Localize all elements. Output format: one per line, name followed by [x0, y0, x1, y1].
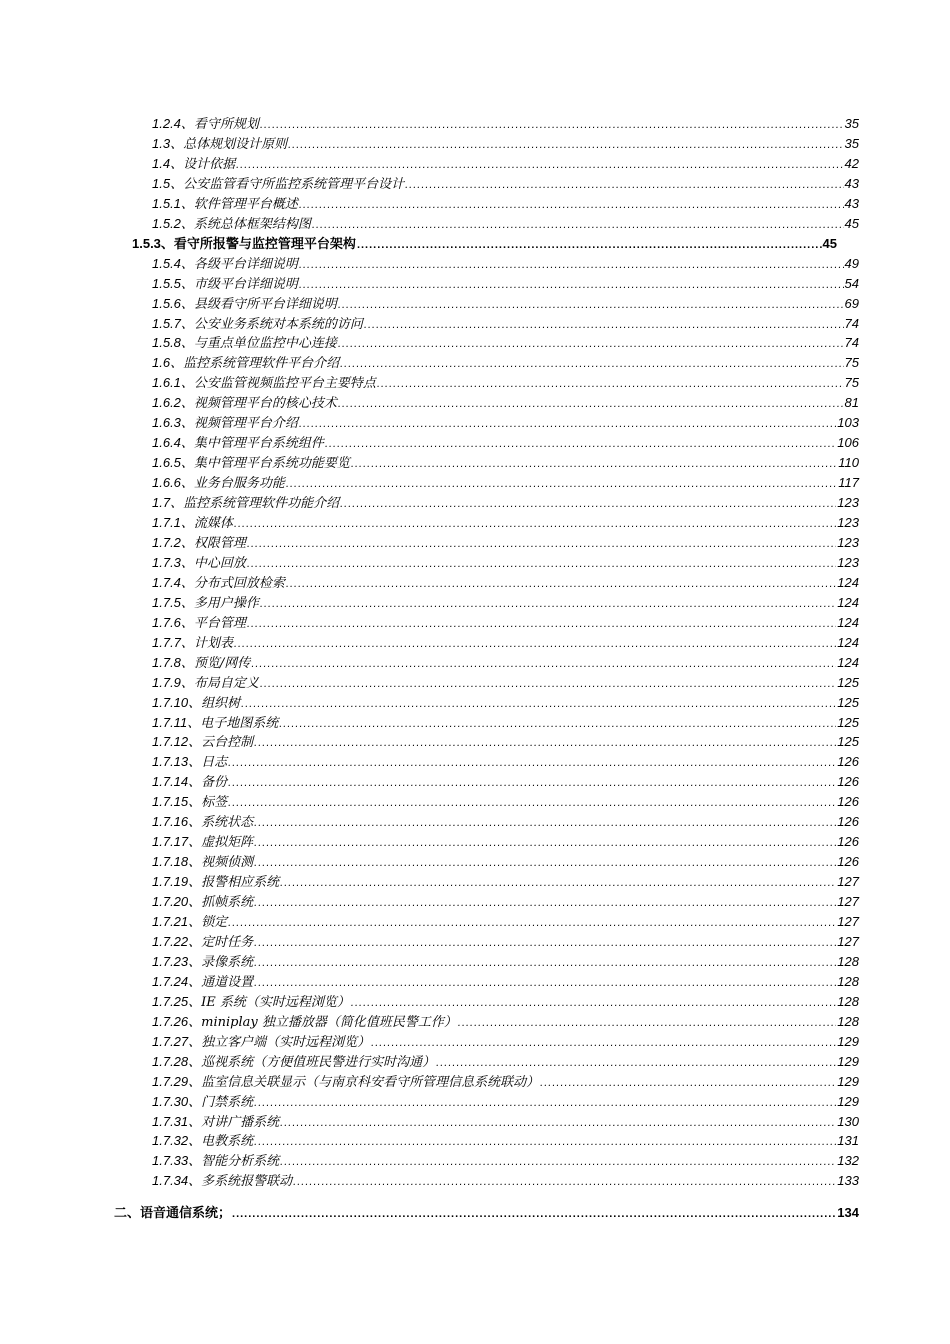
- toc-entry-number: 1.7.21: [152, 914, 189, 929]
- toc-dot-leader: [260, 594, 836, 614]
- toc-entry-number: 1.7.8: [152, 654, 181, 670]
- toc-entry[interactable]: [152, 553, 859, 573]
- toc-entry[interactable]: [152, 972, 859, 992]
- toc-dot-leader: [254, 813, 836, 833]
- toc-entry[interactable]: [152, 892, 859, 912]
- toc-dot-leader: [234, 514, 836, 534]
- toc-entry-number: 1.6.5: [152, 455, 181, 471]
- toc-entry-page-number: 127: [837, 874, 859, 890]
- toc-entry-page-number: 110: [838, 455, 859, 471]
- toc-dot-leader: [351, 993, 836, 1013]
- toc-entry-title: 、看守所规划: [180, 117, 259, 132]
- toc-entry[interactable]: [152, 134, 859, 154]
- toc-entry-number: 1.6.4: [152, 435, 181, 451]
- toc-entry-number: 1.7.24: [152, 973, 189, 989]
- toc-entry-number: 1.7.5: [152, 594, 181, 610]
- toc-dot-leader: [288, 135, 843, 155]
- toc-entry-title: 、电子地图系统: [187, 715, 279, 731]
- toc-entry[interactable]: [152, 912, 859, 932]
- toc-dot-leader: [254, 893, 836, 913]
- toc-entry-page-number: 129: [837, 1093, 859, 1109]
- toc-entry-number: 1.5.3: [132, 235, 161, 251]
- toc-entry-page-number: 42: [844, 155, 859, 171]
- toc-dot-leader: [299, 195, 844, 215]
- toc-entry-number: 1.7.11: [152, 714, 188, 730]
- toc-entry[interactable]: [152, 1151, 859, 1171]
- toc-dot-leader: [247, 534, 836, 554]
- toc-entry[interactable]: [152, 932, 859, 952]
- toc-entry[interactable]: [152, 513, 859, 533]
- toc-dot-leader: [280, 1113, 836, 1133]
- toc-dot-leader: [247, 614, 836, 634]
- toc-entry[interactable]: [152, 214, 859, 234]
- toc-entry[interactable]: [152, 1131, 859, 1151]
- toc-dot-leader: [241, 694, 836, 714]
- toc-entry-number: 1.7.34: [152, 1173, 189, 1189]
- toc-entry-number: 1.5.6: [152, 295, 181, 311]
- toc-entry[interactable]: [152, 333, 859, 353]
- toc-entry-page-number: 126: [837, 794, 859, 810]
- toc-entry-page-number: 54: [844, 275, 859, 291]
- toc-entry-number: 1.7.32: [152, 1133, 189, 1149]
- toc-entry-title: 、布局自定义: [180, 675, 259, 691]
- toc-entry-page-number: 74: [844, 315, 859, 331]
- toc-dot-leader: [254, 953, 836, 973]
- toc-entry-page-number: 125: [837, 694, 859, 710]
- toc-entry[interactable]: [152, 633, 859, 653]
- toc-entry-number: 1.7.26: [152, 1013, 189, 1029]
- toc-entry-number: 1.7.14: [152, 774, 189, 790]
- toc-entry[interactable]: [152, 1112, 859, 1132]
- toc-entry-title: 、各级平台详细说明: [180, 256, 298, 272]
- toc-dot-leader: [260, 115, 844, 135]
- toc-dot-leader: [228, 913, 836, 933]
- toc-dot-leader: [280, 1152, 836, 1172]
- toc-dot-leader: [299, 414, 836, 434]
- toc-entry[interactable]: [152, 992, 859, 1012]
- toc-entry[interactable]: [152, 792, 859, 812]
- toc-entry-number: 1.5: [152, 175, 171, 191]
- toc-entry-page-number: 35: [844, 116, 859, 131]
- toc-entry-title: 、系统状态: [188, 815, 254, 831]
- toc-entry-title: 、锁定: [188, 915, 228, 930]
- toc-entry-title: 、总体规划设计原则: [170, 136, 288, 152]
- toc-entry-title: 、分布式回放检索: [180, 575, 285, 591]
- toc-entry-title: 、视频管理平台介绍: [180, 416, 298, 432]
- toc-entry-page-number: 126: [837, 754, 859, 770]
- toc-entry-number: 1.7.9: [152, 674, 181, 690]
- toc-dot-leader: [254, 1132, 836, 1152]
- toc-entry-page-number: 131: [837, 1133, 859, 1149]
- toc-entry-title: 、miniplay 独立播放器（简化值班民警工作）: [188, 1014, 457, 1030]
- toc-entry[interactable]: [152, 154, 859, 174]
- toc-entry-page-number: 134: [837, 1205, 859, 1221]
- toc-entry-page-number: 125: [837, 734, 859, 750]
- toc-entry-page-number: 126: [837, 814, 859, 830]
- toc-entry[interactable]: [152, 772, 859, 792]
- toc-entry-page-number: 106: [837, 435, 859, 451]
- toc-entry-page-number: 43: [844, 175, 859, 191]
- toc-entry[interactable]: [152, 453, 859, 473]
- toc-dot-leader: [247, 554, 836, 574]
- toc-entry-title: 、监控系统管理软件平台介绍: [170, 356, 340, 372]
- toc-entry-page-number: 123: [837, 495, 859, 511]
- toc-entry[interactable]: [152, 613, 859, 633]
- toc-entry[interactable]: [152, 533, 859, 553]
- toc-entry-number: 1.6.6: [152, 475, 181, 491]
- toc-entry-page-number: 126: [837, 834, 859, 850]
- toc-dot-leader: [312, 215, 844, 235]
- toc-entry-number: 1.7.6: [152, 614, 181, 630]
- toc-entry-page-number: 35: [844, 135, 859, 151]
- toc-entry-number: 1.5.2: [152, 215, 181, 231]
- toc-entry-page-number: 124: [837, 614, 859, 630]
- toc-entry-number: 1.7.27: [152, 1033, 189, 1049]
- toc-entry[interactable]: [152, 194, 859, 214]
- toc-entry-title: 、抓帧系统: [188, 895, 254, 911]
- toc-dot-leader: [371, 1033, 836, 1053]
- toc-entry-number: 1.6: [152, 355, 171, 371]
- toc-entry-number: 1.7.19: [152, 874, 189, 890]
- toc-entry-page-number: 128: [837, 993, 859, 1009]
- toc-dot-leader: [228, 753, 836, 773]
- toc-entry-title: 、市级平台详细说明: [180, 276, 298, 292]
- toc-entry[interactable]: [152, 413, 859, 433]
- toc-entry-number: 1.7.23: [152, 953, 189, 969]
- toc-entry-title: 、业务台服务功能: [180, 476, 285, 492]
- toc-entry-page-number: 124: [837, 574, 859, 590]
- toc-entry-number: 1.6.1: [152, 375, 181, 391]
- toc-entry-number: 1.7.12: [152, 734, 189, 750]
- toc-entry-number: 1.5.1: [152, 195, 181, 211]
- toc-entry-page-number: 133: [837, 1173, 859, 1189]
- toc-entry-title: 、备份: [188, 775, 228, 791]
- toc-entry-title: 、标签: [188, 795, 228, 811]
- toc-entry-title: 、智能分析系统: [188, 1154, 280, 1170]
- toc-entry-page-number: 43: [844, 195, 859, 211]
- toc-entry-title: 、通道设置: [188, 974, 254, 990]
- toc-entry[interactable]: [152, 1072, 859, 1092]
- toc-entry-title: 、日志: [188, 755, 228, 771]
- toc-entry-title: 、监室信息关联显示（与南京科安看守所管理信息系统联动）: [188, 1074, 540, 1090]
- toc-entry[interactable]: [152, 673, 859, 693]
- toc-entry-number: 1.7.18: [152, 854, 189, 870]
- toc-dot-leader: [436, 1053, 836, 1073]
- toc-entry-number: 1.7.13: [152, 754, 189, 770]
- toc-entry[interactable]: [152, 713, 859, 733]
- toc-entry-title: 、多用户操作: [180, 595, 259, 611]
- toc-entry-title: 、录像系统: [188, 954, 254, 970]
- toc-entry[interactable]: [152, 732, 859, 752]
- toc-entry-number: 1.7.22: [152, 933, 189, 949]
- toc-entry-page-number: 123: [837, 534, 859, 550]
- toc-entry[interactable]: [152, 1092, 859, 1112]
- toc-entry-page-number: 75: [844, 355, 859, 371]
- toc-dot-leader: [299, 275, 844, 295]
- toc-entry-title: 、设计依据: [170, 156, 236, 172]
- toc-entry-number: 1.7.17: [152, 834, 189, 850]
- toc-entry[interactable]: [152, 1052, 859, 1072]
- toc-entry-page-number: 69: [844, 295, 859, 311]
- toc-dot-leader: [228, 773, 836, 793]
- toc-entry-title: 、多系统报警联动: [188, 1174, 293, 1190]
- toc-entry-page-number: 128: [837, 1013, 859, 1029]
- toc-entry-title: 、独立客户端（实时远程浏览）: [188, 1034, 371, 1050]
- toc-dot-leader: [234, 634, 836, 654]
- toc-entry-page-number: 132: [837, 1153, 859, 1169]
- toc-entry-number: 1.7.2: [152, 534, 181, 550]
- toc-entry-number: 1.7.20: [152, 894, 189, 910]
- toc-entry-title: 、集中管理平台系统功能要览: [180, 456, 350, 472]
- toc-entry[interactable]: [152, 952, 859, 972]
- toc-entry[interactable]: [152, 832, 859, 852]
- toc-entry-number: 1.7.31: [152, 1113, 189, 1129]
- toc-dot-leader: [286, 474, 837, 494]
- toc-entry-title: 、IE 系统（实时远程浏览）: [188, 994, 350, 1010]
- toc-entry-title: 、组织树: [188, 695, 241, 711]
- toc-entry-title: 、预览/网传: [180, 655, 251, 671]
- toc-entry[interactable]: [152, 573, 859, 593]
- toc-entry-page-number: 123: [837, 554, 859, 570]
- toc-dot-leader: [260, 674, 836, 694]
- toc-entry-number: 1.7.15: [152, 794, 189, 810]
- toc-entry-number: 1.7.10: [152, 694, 189, 710]
- toc-entry-page-number: 124: [837, 594, 859, 610]
- toc-entry-title: 、系统总体框架结构图: [180, 216, 311, 232]
- toc-entry-page-number: 125: [837, 714, 859, 730]
- toc-entry-page-number: 45: [822, 235, 837, 251]
- toc-entry-page-number: 117: [838, 475, 859, 491]
- toc-entry-page-number: 125: [837, 674, 859, 690]
- toc-dot-leader: [254, 733, 836, 753]
- toc-dot-leader: [405, 175, 843, 195]
- toc-entry-title: 、云台控制: [188, 735, 254, 751]
- toc-entry[interactable]: [152, 872, 859, 892]
- toc-entry[interactable]: [152, 1171, 859, 1191]
- toc-dot-leader: [340, 354, 843, 374]
- toc-entry-page-number: 128: [837, 973, 859, 989]
- toc-dot-leader: [338, 295, 844, 315]
- toc-entry-number: 1.7.16: [152, 814, 189, 830]
- toc-entry[interactable]: [152, 1032, 859, 1052]
- toc-entry-number: 1.6.2: [152, 395, 181, 411]
- toc-dot-leader: [293, 1172, 836, 1192]
- toc-entry-page-number: 123: [837, 515, 859, 530]
- toc-entry[interactable]: [152, 693, 859, 713]
- toc-entry-title: 、视频管理平台的核心技术: [180, 396, 337, 412]
- toc-entry[interactable]: [152, 373, 859, 393]
- toc-entry-page-number: 124: [837, 654, 859, 670]
- toc-entry[interactable]: [152, 653, 859, 673]
- toc-entry[interactable]: [152, 353, 859, 373]
- toc-dot-leader: [280, 873, 836, 893]
- toc-entry-page-number: 75: [844, 375, 859, 391]
- toc-entry-title: 、流媒体: [180, 516, 233, 531]
- toc-entry-number: 1.5.7: [152, 315, 181, 331]
- toc-entry-number: 1.5.5: [152, 275, 181, 291]
- toc-dot-leader: [254, 1093, 836, 1113]
- toc-entry-page-number: 81: [844, 395, 859, 411]
- toc-dot-leader: [254, 853, 836, 873]
- toc-entry-page-number: 103: [837, 415, 859, 431]
- toc-entry-title: 、公安业务系统对本系统的访问: [180, 316, 363, 332]
- toc-dot-leader: [338, 334, 844, 354]
- toc-entry-page-number: 49: [844, 255, 859, 271]
- toc-entry[interactable]: [152, 174, 859, 194]
- toc-dot-leader: [236, 155, 843, 175]
- toc-entry-number: 1.4: [152, 155, 171, 171]
- toc-entry[interactable]: [114, 1203, 859, 1223]
- toc-entry[interactable]: [152, 493, 859, 513]
- toc-entry-title: 、报警相应系统: [188, 875, 280, 891]
- toc-entry-number: 1.2.4: [152, 116, 181, 131]
- toc-entry-title: 、电教系统: [188, 1134, 254, 1150]
- toc-entry[interactable]: [132, 234, 837, 254]
- toc-entry-title: 、计划表: [180, 635, 233, 651]
- toc-entry-title: 、县级看守所平台详细说明: [180, 296, 337, 312]
- toc-entry-number: 1.7.33: [152, 1153, 189, 1169]
- toc-entry-page-number: 124: [837, 634, 859, 650]
- toc-entry-number: 1.7.29: [152, 1073, 189, 1089]
- toc-entry-title: 、巡视系统（方便值班民警进行实时沟通）: [188, 1054, 436, 1070]
- toc-entry[interactable]: [152, 254, 859, 274]
- toc-entry[interactable]: [152, 314, 859, 334]
- toc-entry-number: 1.7: [152, 495, 171, 511]
- toc-entry-title: 、平台管理: [180, 615, 246, 631]
- toc-entry-page-number: 127: [837, 894, 859, 910]
- toc-dot-leader: [338, 394, 844, 414]
- toc-entry-number: 1.7.3: [152, 554, 181, 570]
- toc-entry-number: 1.5.4: [152, 255, 181, 271]
- toc-entry-page-number: 74: [844, 335, 859, 351]
- toc-entry-number: 1.7.7: [152, 634, 181, 650]
- toc-dot-leader: [351, 454, 837, 474]
- toc-dot-leader: [228, 793, 836, 813]
- toc-entry-title: 、集中管理平台系统组件: [180, 436, 324, 452]
- toc-entry-page-number: 130: [837, 1113, 859, 1129]
- toc-entry[interactable]: [152, 852, 859, 872]
- toc-dot-leader: [540, 1073, 836, 1093]
- toc-entry[interactable]: [152, 473, 859, 493]
- toc-dot-leader: [377, 374, 844, 394]
- toc-entry[interactable]: [152, 1012, 859, 1032]
- toc-entry-title: 、虚拟矩阵: [188, 835, 254, 851]
- toc-entry-page-number: 128: [837, 953, 859, 969]
- toc-entry-page-number: 129: [837, 1073, 859, 1089]
- toc-entry[interactable]: [152, 593, 859, 613]
- toc-dot-leader: [251, 654, 836, 674]
- toc-entry-title: 、中心回放: [180, 555, 246, 571]
- toc-dot-leader: [279, 714, 836, 734]
- toc-entry-number: 1.7.25: [152, 993, 189, 1009]
- toc-entry-page-number: 127: [837, 933, 859, 949]
- toc-entry-number: 1.3: [152, 135, 171, 151]
- toc-entry-title: 、视频侦测: [188, 855, 254, 871]
- toc-entry-title: 、门禁系统: [188, 1094, 254, 1110]
- toc-entry[interactable]: [152, 812, 859, 832]
- toc-entry-title: 、监控系统管理软件功能介绍: [170, 496, 340, 512]
- toc-entry-page-number: 129: [837, 1053, 859, 1069]
- toc-entry-number: 1.7.1: [152, 515, 181, 530]
- toc-dot-leader: [286, 574, 836, 594]
- toc-dot-leader: [299, 255, 844, 275]
- toc-dot-leader: [340, 494, 836, 514]
- toc-entry-title: 、公安监管看守所监控系统管理平台设计: [170, 176, 405, 192]
- toc-entry-number: 1.7.4: [152, 574, 181, 590]
- toc-entry[interactable]: [152, 294, 859, 314]
- toc-entry-title: 、软件管理平台概述: [180, 196, 298, 212]
- toc-entry-page-number: 45: [844, 215, 859, 231]
- toc-entry-page-number: 127: [837, 914, 859, 929]
- toc-entry[interactable]: [152, 752, 859, 772]
- toc-entry[interactable]: [152, 274, 859, 294]
- toc-entry[interactable]: [152, 114, 859, 134]
- toc-entry-page-number: 129: [837, 1033, 859, 1049]
- toc-entry-page-number: 126: [837, 854, 859, 870]
- toc-entry-title: 、对讲广播系统: [188, 1114, 280, 1130]
- toc-entry-number: 1.6.3: [152, 415, 181, 431]
- toc-entry[interactable]: [152, 393, 859, 413]
- toc-entry-title: 、定时任务: [188, 934, 254, 950]
- toc-dot-leader: [254, 933, 836, 953]
- toc-entry-page-number: 126: [837, 774, 859, 790]
- toc-entry-title: 二、语音通信系统；: [114, 1206, 232, 1222]
- toc-dot-leader: [364, 315, 844, 335]
- toc-entry-title: 、权限管理: [180, 535, 246, 551]
- toc-dot-leader: [254, 833, 836, 853]
- toc-entry-number: 1.5.8: [152, 335, 181, 351]
- toc-entry-number: 1.7.30: [152, 1093, 189, 1109]
- toc-entry-title: 、看守所报警与监控管理平台架构: [160, 236, 356, 252]
- toc-entry-title: 、与重点单位监控中心连接: [180, 336, 337, 352]
- toc-dot-leader: [232, 1204, 836, 1224]
- toc-dot-leader: [458, 1013, 836, 1033]
- toc-dot-leader: [325, 434, 836, 454]
- toc-entry-number: 1.7.28: [152, 1053, 189, 1069]
- toc-dot-leader: [357, 235, 822, 255]
- toc-entry[interactable]: [152, 433, 859, 453]
- toc-dot-leader: [254, 973, 836, 993]
- toc-entry-title: 、公安监管视频监控平台主要特点: [180, 376, 376, 392]
